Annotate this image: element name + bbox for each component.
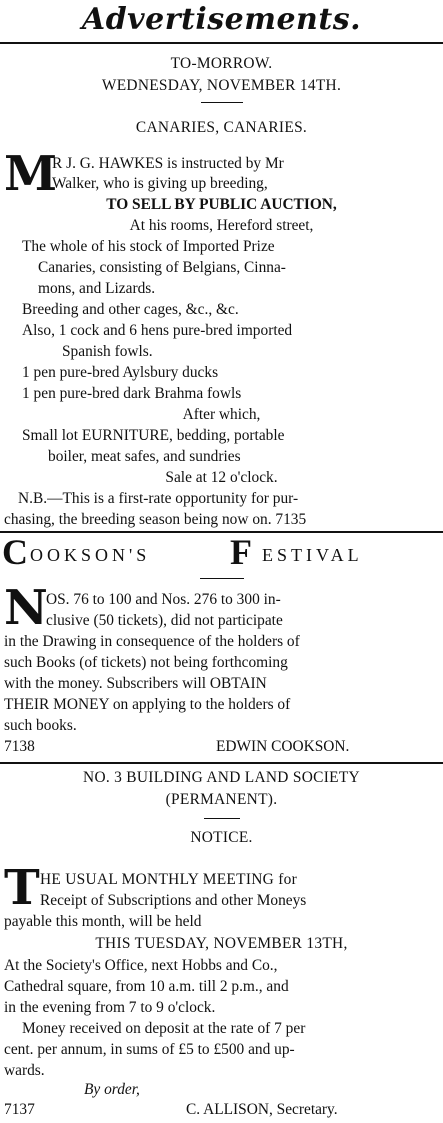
ad-text-line: HE USUAL MONTHLY MEETING for [40,871,298,888]
ad-text-line: 1 pen pure-bred Aylsbury ducks [22,364,219,381]
drop-cap: M [4,146,58,202]
ad-text-line: TO SELL BY PUBLIC AUCTION, [106,196,337,213]
ad-text-line: mons, and Lizards. [38,280,156,297]
title-word: ESTIVAL [262,545,363,565]
ad-text-line: in the evening from 7 to 9 o'clock. [4,999,216,1016]
ad-text-line: cent. per annum, in sums of £5 to £500 and up- [4,1041,295,1058]
ad-text-line: THEIR MONEY on applying to the holders of [4,696,291,713]
ad-text-line: Spanish fowls. [62,343,153,360]
ad-text-line: with the money. Subscribers will OBTAIN [4,675,267,692]
ad-date-line: TO-MORROW. [170,55,273,72]
society-name: NO. 3 BUILDING AND LAND SOCIETY [83,769,360,786]
masthead-title: Advertisements. [81,2,362,37]
ad-text-line: The whole of his stock of Imported Prize [22,238,275,255]
short-rule [200,578,244,579]
ad-day-line: WEDNESDAY, NOVEMBER 14TH. [101,77,342,94]
ad-text-line: such Books (of tickets) not being forthcoming [4,654,288,671]
ad-text-line: N.B.—This is a first-rate opportunity for pur- [18,490,299,507]
title-word: OOKSON'S [30,545,151,565]
ad-text-line: OS. 76 to 100 and Nos. 276 to 300 in- [46,591,281,608]
ad-text-line: R J. G. HAWKES is instructed by Mr [52,155,284,172]
ad-text-line: wards. [4,1062,45,1079]
short-rule [201,102,243,103]
ad-text-line: Money received on deposit at the rate of 7 per [22,1020,306,1037]
ad-text-line: in the Drawing in consequence of the holders of [4,633,300,650]
ad-signature: C. ALLISON, Secretary. [186,1101,338,1118]
ad-text-line: Also, 1 cock and 6 hens pure-bred imported [22,322,293,339]
notice-heading: NOTICE. [190,829,253,846]
society-subtitle: (PERMANENT). [165,791,278,808]
ad-number: 7138 [4,738,35,755]
ad-text-line: 1 pen pure-bred dark Brahma fowls [22,385,242,402]
ad-signature: EDWIN COOKSON. [216,738,350,755]
ad-text-line: At his rooms, Hereford street, [129,217,314,234]
title-initial: C [2,532,28,572]
ad-text-line: chasing, the breeding season being now on. 7135 [4,511,307,528]
ad-subject-heading: CANARIES, CANARIES. [135,119,308,136]
ad-text-line: After which, [182,406,261,423]
drop-cap: N [4,580,48,636]
ad-text-line: At the Society's Office, next Hobbs and Co., [4,957,278,974]
ad-text-line: boiler, meat safes, and sundries [48,448,241,465]
short-rule [204,818,240,819]
ad-text-line: Canaries, consisting of Belgians, Cinna- [38,259,286,276]
ad-text-line: Breeding and other cages, &c., &c. [22,301,239,318]
ad-separator-rule [0,762,443,764]
masthead-rule [0,42,443,44]
by-order-line: By order, [84,1081,140,1098]
ad-text-line: Walker, who is giving up breeding, [52,175,268,192]
ad-text-line: THIS TUESDAY, NOVEMBER 13TH, [95,935,348,952]
title-initial: F [230,532,252,572]
ad-text-line: Small lot EURNITURE, bedding, portable [22,427,285,444]
drop-cap: T [4,860,40,916]
ad-title [0,531,443,571]
ad-text-line: Cathedral square, from 10 a.m. till 2 p.m., and [4,978,289,995]
ad-number: 7137 [4,1101,35,1118]
ad-text-line: clusive (50 tickets), did not participate [46,612,283,629]
ad-text-line: such books. [4,717,77,734]
ad-text-line: Receipt of Subscriptions and other Moneys [40,892,307,909]
ad-text-line: payable this month, will be held [4,913,202,930]
ad-text-line: Sale at 12 o'clock. [165,469,278,486]
